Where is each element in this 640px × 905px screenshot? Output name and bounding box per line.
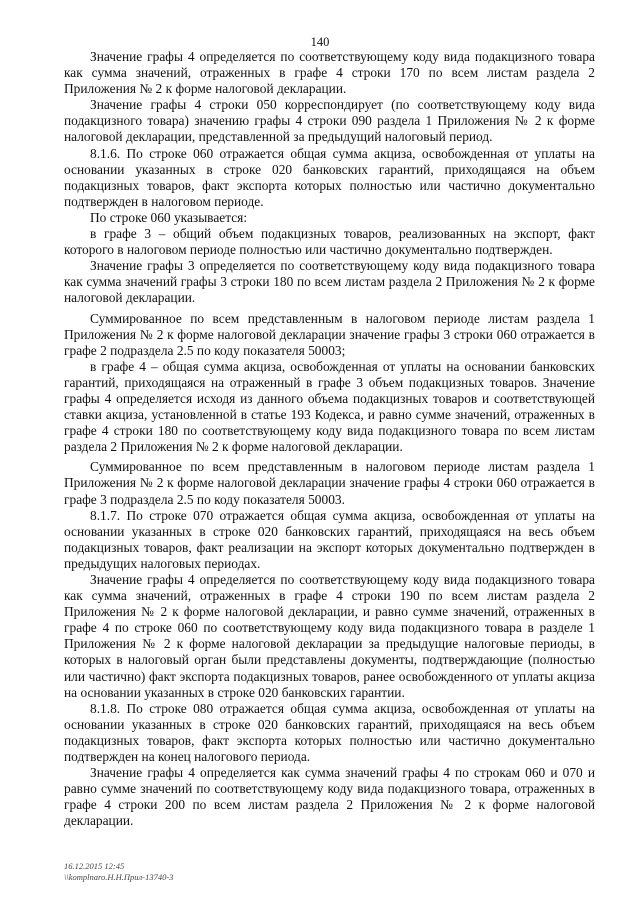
- document-body: [64, 49, 595, 830]
- paragraph: в графе 4 – общая сумма акциза, освобожденная от уплаты на основании банковских гарантий, приходящаяся на отраженный в графе 3 объем подакцизных товаров. Значение графы 4 определяется исходя из данного объема подакцизных товаров и соответствующей ставки акциза, установленной в статье 193 Кодекса, и равно сумме значений, отраженных в графе 4 строки 180 по соответствующему коду вида подакцизного товара по всем листам раздела 2 Приложения № 2 к форме налоговой декларации.: [64, 358, 595, 455]
- paragraph: Значение графы 4 определяется по соответствующему коду вида подакцизного товара как сумма значений, отраженных в графе 4 строки 170 по всем листам раздела 2 Приложения № 2 к форме налоговой декларации.: [64, 49, 595, 97]
- paragraph: 8.1.6. По строке 060 отражается общая сумма акциза, освобожденная от уплаты на основании указанных в строке 020 банковских гарантий, приходящаяся на объем подакцизных товаров, факт экспорта которых полностью или частично документально подтвержден в налоговом периоде.: [64, 145, 595, 209]
- paragraph: Значение графы 4 строки 050 корреспондирует (по соответствующему коду вида подакцизного товара) значению графы 4 строки 090 раздела 1 Приложения № 2 к форме налоговой декларации, представленной за предыдущий налоговый период.: [64, 97, 595, 145]
- paragraph: 8.1.7. По строке 070 отражается общая сумма акциза, освобожденная от уплаты на основании указанных в строке 020 банковских гарантий, приходящаяся на весь объем подакцизных товаров, факт реализации на экспорт которых документально подтвержден в предыдущих налоговых периодах.: [64, 507, 595, 571]
- paragraph: Суммированное по всем представленным в налоговом периоде листам раздела 1 Приложения № 2 к форме налоговой декларации значение графы 4 строки 060 отражается в графе 3 подраздела 2.5 по коду показателя 50003.: [64, 459, 595, 507]
- page-number: 140: [310, 35, 330, 49]
- footer-stamp: [64, 861, 173, 882]
- paragraph: Значение графы 3 определяется по соответствующему коду вида подакцизного товара как сумма значений графы 3 строки 180 по всем листам раздела 2 Приложения № 2 к форме налоговой декларации.: [64, 258, 595, 306]
- footer-file-path: \\komplnaro.H.H.Прил-13740-3: [64, 871, 174, 882]
- paragraph: Суммированное по всем представленным в налоговом периоде листам раздела 1 Приложения № 2 к форме налоговой декларации значение графы 3 строки 060 отражается в графе 2 подраздела 2.5 по коду показателя 50003;: [64, 310, 595, 358]
- paragraph: Значение графы 4 определяется как сумма значений графы 4 по строкам 060 и 070 и равно сумме значений по соответствующему коду вида подакцизного товара, отраженных в графе 4 строки 200 по всем листам раздела 2 Приложения № 2 к форме налоговой декларации.: [64, 765, 595, 829]
- paragraph: По строке 060 указывается:: [90, 209, 248, 225]
- paragraph: в графе 3 – общий объем подакцизных товаров, реализованных на экспорт, факт которого в налоговом периоде полностью или частично документально подтвержден.: [64, 226, 595, 258]
- paragraph: 8.1.8. По строке 080 отражается общая сумма акциза, освобожденная от уплаты на основании указанных в строке 020 банковских гарантий, приходящаяся на весь объем подакцизных товаров, факт экспорта которых полностью или частично документально подтвержден на конец налогового периода.: [64, 700, 595, 765]
- footer-timestamp: 16.12.2015 12:45: [64, 861, 125, 871]
- paragraph: Значение графы 4 определяется по соответствующему коду вида подакцизного товара как сумма значений, отраженных в графе 4 строки 190 по всем листам раздела 2 Приложения № 2 к форме налоговой декларации, и равно сумме значений, отраженных в графе 4 по строке 060 по соответствующему коду вида подакцизного товара в разделе 1 Приложения № 2 к форме налоговой декларации за предыдущие налоговые периоды, в которых в налоговый орган были представлены документы, подтверждающие (полностью или частично) факт экспорта подакцизных товаров, ранее освобожденного от уплаты акциза на основании указанных в строке 020 банковских гарантии.: [64, 572, 595, 700]
